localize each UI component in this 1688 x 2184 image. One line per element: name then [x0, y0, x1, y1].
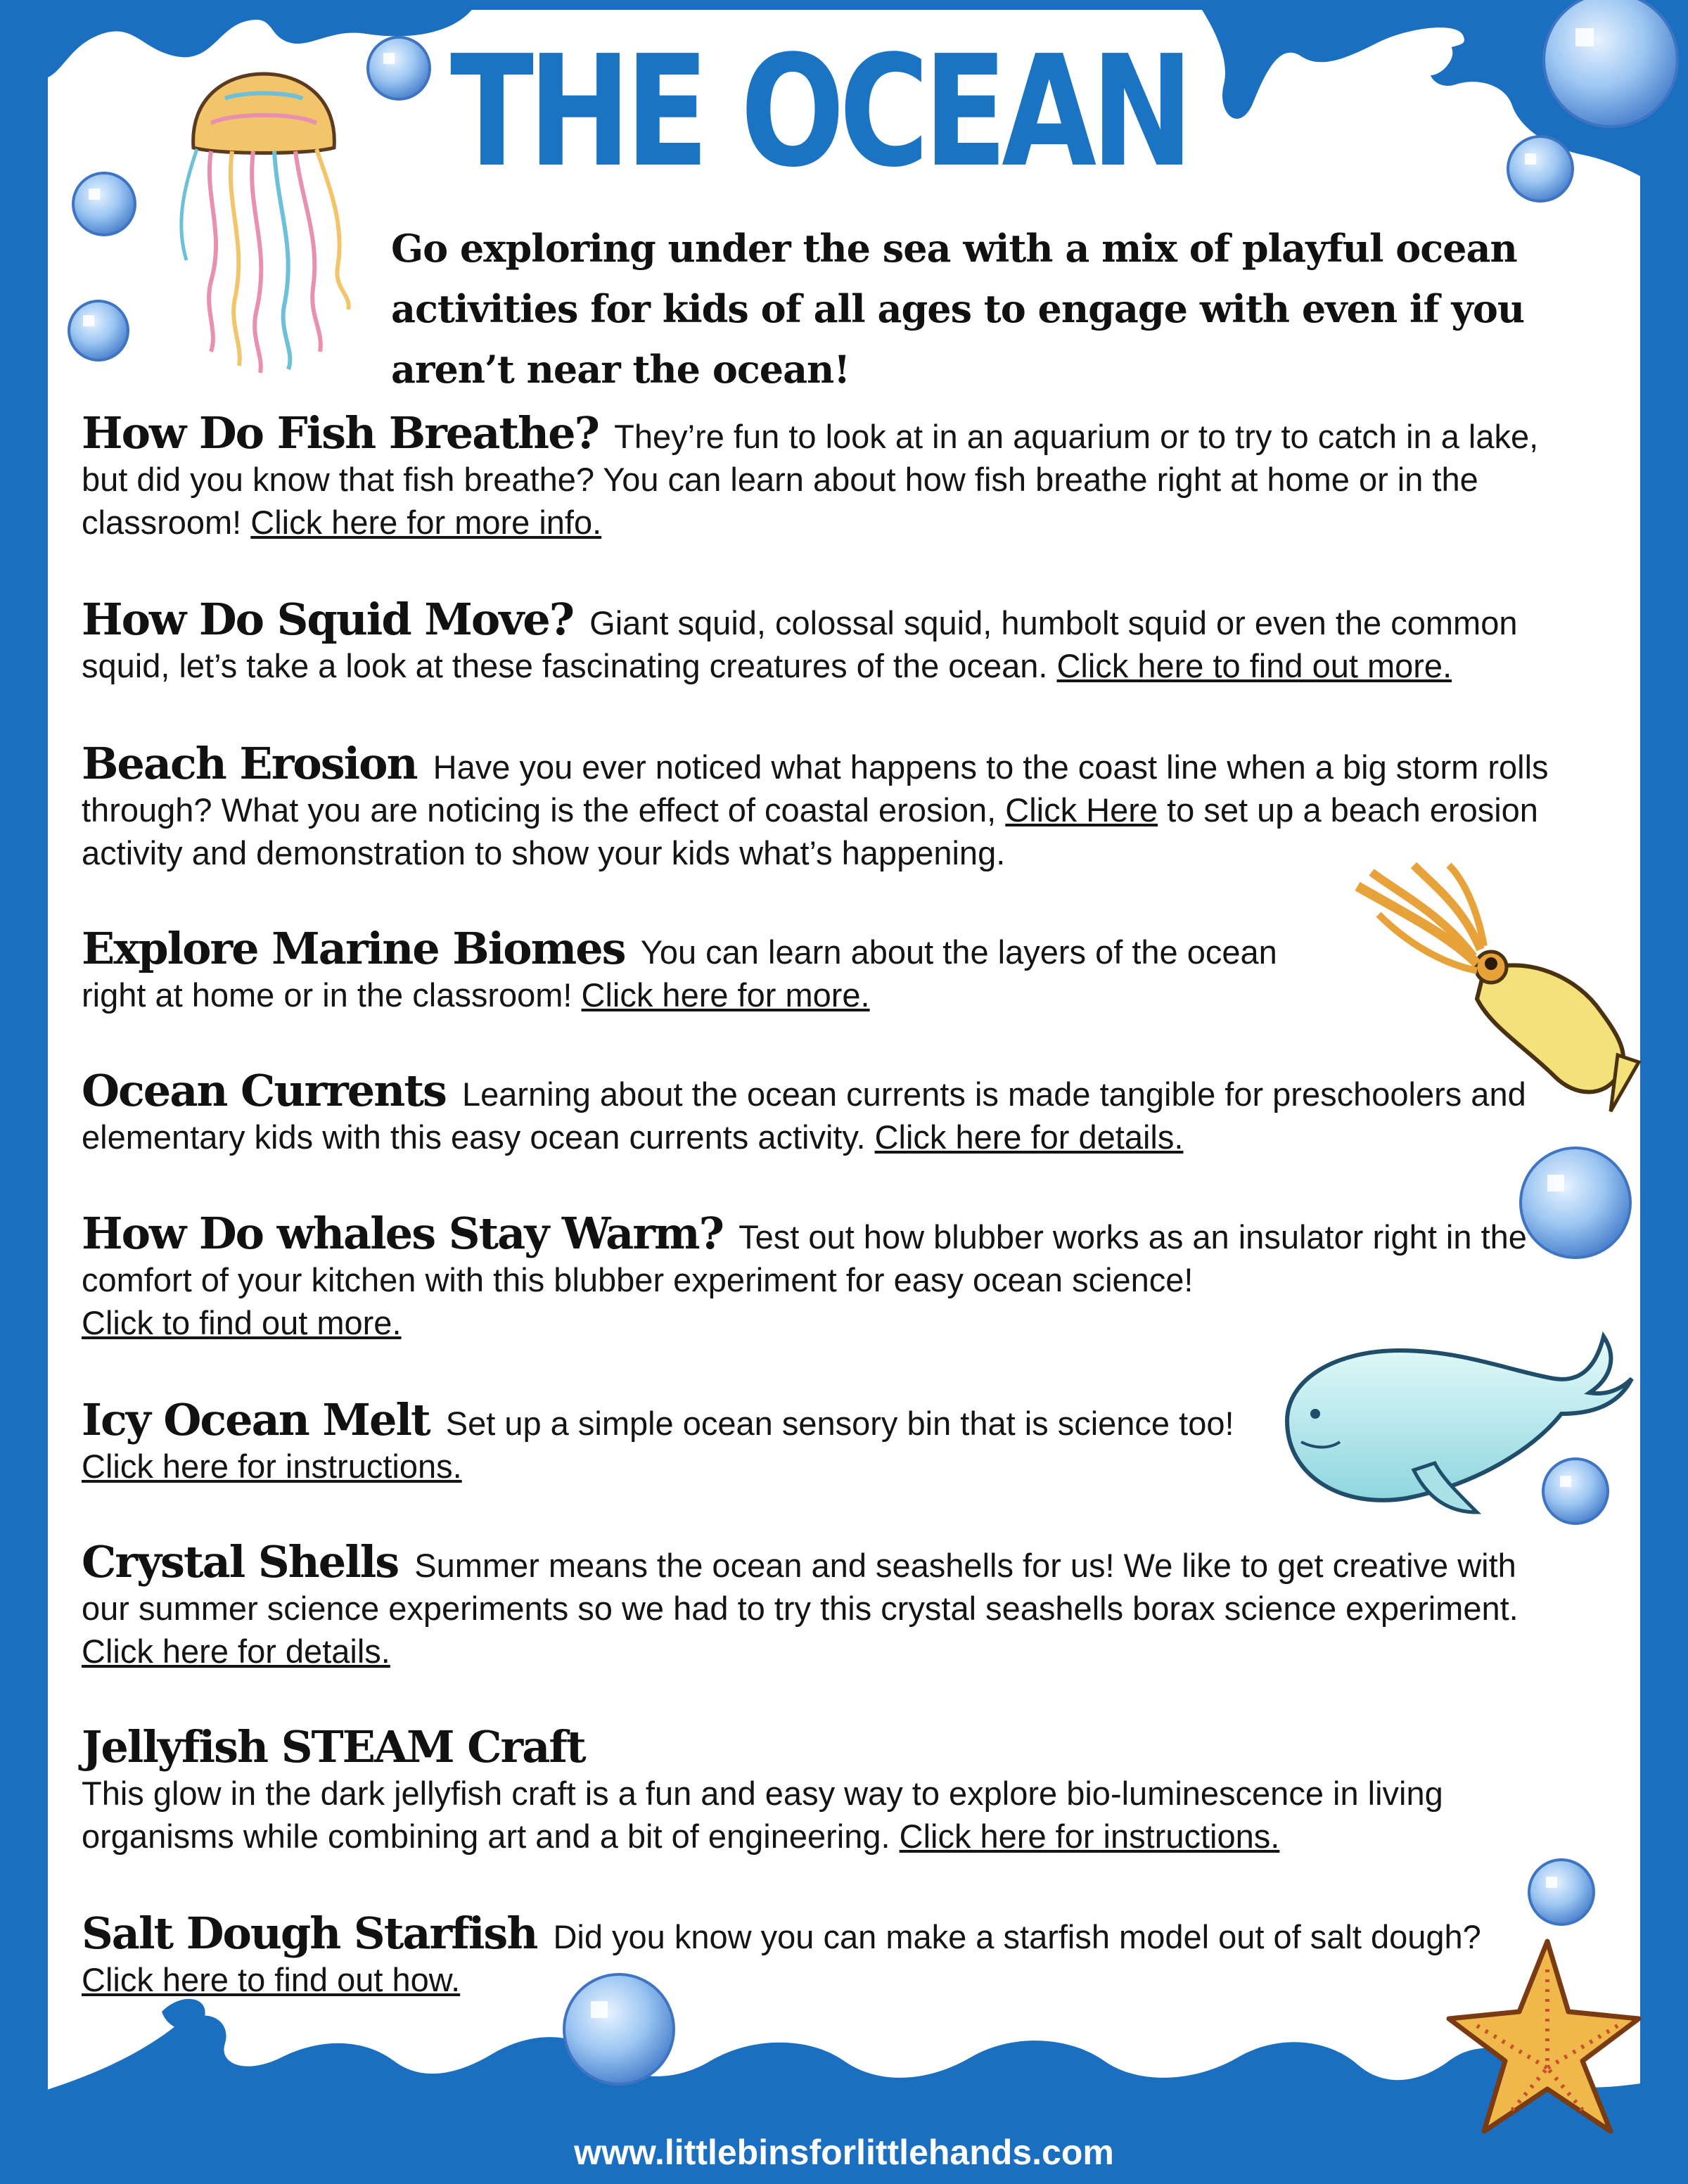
bubble: [73, 173, 135, 235]
crystal-shells-link[interactable]: Click here for details.: [82, 1633, 390, 1670]
section-text: This glow in the dark jellyfish craft is a fun and easy way to explore bio-luminescence in living organisms while combining art and a bit of engineering.: [82, 1775, 1443, 1855]
bubble: [1508, 136, 1573, 201]
whales-warm-link[interactable]: Click to find out more.: [82, 1304, 402, 1341]
section-crystal-shells: [82, 1536, 1573, 1673]
icy-ocean-melt-link[interactable]: Click here for instructions.: [82, 1448, 462, 1485]
section-heading: How Do whales Stay Warm?: [82, 1208, 723, 1259]
salt-dough-starfish-link[interactable]: Click here to find out how.: [82, 1961, 461, 1998]
section-heading: Icy Ocean Melt: [82, 1394, 430, 1445]
bubble: [69, 301, 128, 360]
ocean-currents-link[interactable]: Click here for details.: [874, 1118, 1184, 1156]
squid-move-link[interactable]: Click here to find out more.: [1056, 647, 1452, 684]
section-heading: Ocean Currents: [82, 1065, 446, 1116]
section-text: Giant squid, colossal squid, humbolt squid or even the common squid, let’s take a look at these fascinating creatures of the ocean.: [82, 604, 1518, 684]
section-heading: Salt Dough Starfish: [82, 1908, 537, 1959]
beach-erosion-link[interactable]: Click Here: [1005, 791, 1158, 829]
section-marine-biomes: [82, 923, 1348, 1016]
section-squid-move: [82, 594, 1573, 687]
section-jellyfish-craft: [82, 1721, 1573, 1858]
section-beach-erosion: [82, 738, 1573, 874]
section-heading: Jellyfish STEAM Craft: [82, 1721, 585, 1773]
section-heading: How Do Fish Breathe?: [82, 407, 599, 459]
section-heading: Beach Erosion: [82, 738, 417, 789]
section-heading: Explore Marine Biomes: [82, 923, 625, 974]
section-icy-ocean-melt: [82, 1394, 1277, 1488]
section-text: Learning about the ocean currents is made tangible for preschoolers and elementary kids with this easy ocean currents activity.: [82, 1075, 1526, 1156]
section-heading: How Do Squid Move?: [82, 594, 574, 645]
section-text: Set up a simple ocean sensory bin that is science too!: [445, 1405, 1234, 1442]
footer-website-url[interactable]: www.littlebinsforlittlehands.com: [574, 2133, 1114, 2172]
fish-breathe-link[interactable]: Click here for more info.: [250, 504, 602, 541]
intro-text: Go exploring under the sea with a mix of playful ocean activities for kids of all ages to engage with even if you aren’t near the ocean!: [391, 226, 1525, 392]
jellyfish-craft-link[interactable]: Click here for instructions.: [899, 1818, 1280, 1855]
section-text: You can learn about the layers of the ocean right at home or in the classroom!: [82, 933, 1277, 1014]
section-fish-breathe: [82, 407, 1573, 544]
section-text: They’re fun to look at in an aquarium or to try to catch in a lake, but did you know that fish breathe? You can learn about how fish breathe right at home or in the classroom!: [82, 418, 1539, 541]
jellyfish-illustration: [181, 74, 349, 373]
section-whales-warm: [82, 1208, 1573, 1344]
section-text-after: to set up a beach erosion activity and demonstration to show your kids what’s happening.: [82, 791, 1538, 871]
section-text: Did you know you can make a starfish model out of salt dough?: [553, 1918, 1481, 1955]
section-text: Summer means the ocean and seashells for us! We like to get creative with our summer science experiments so we had to try this crystal seashells borax science experiment.: [82, 1547, 1518, 1627]
marine-biomes-link[interactable]: Click here for more.: [581, 976, 870, 1014]
section-salt-dough-starfish: [82, 1908, 1573, 2001]
bubble: [1544, 0, 1677, 127]
page-title: THE OCEAN: [450, 23, 1189, 201]
bubble: [368, 37, 430, 99]
section-ocean-currents: [82, 1065, 1573, 1158]
section-text: Test out how blubber works as an insulator right in the comfort of your kitchen with this blubber experiment for easy ocean science!: [82, 1218, 1527, 1298]
section-heading: Crystal Shells: [82, 1536, 399, 1588]
bubble: [1543, 1459, 1608, 1524]
section-text: Have you ever noticed what happens to the coast line when a big storm rolls through? What you are noticing is the effect of coastal erosion,: [82, 748, 1549, 829]
